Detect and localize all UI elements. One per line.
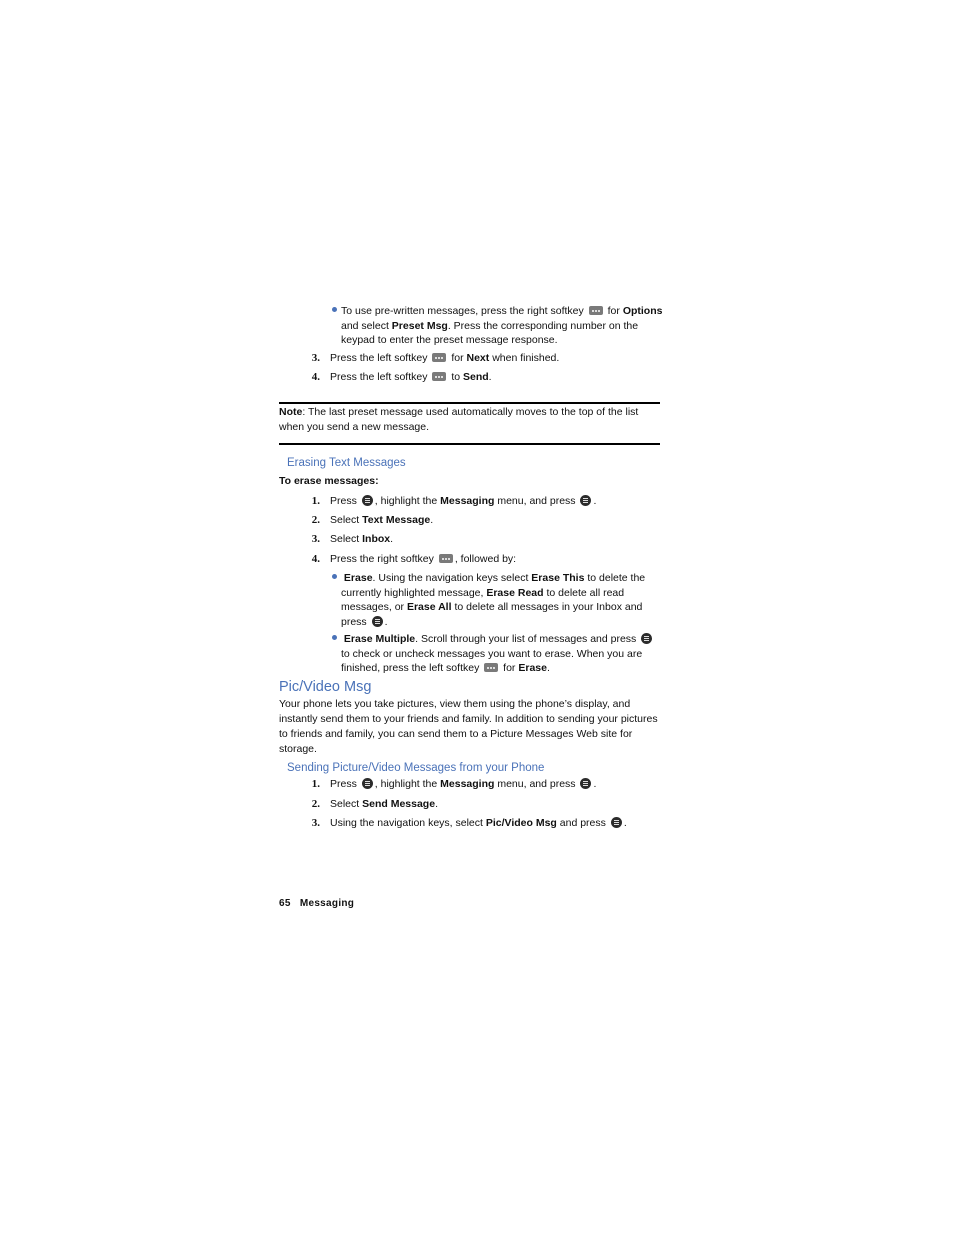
subheading-erasing: Erasing Text Messages xyxy=(287,457,406,469)
menu-ok-key-icon xyxy=(580,778,591,789)
step-number: 2. xyxy=(311,798,320,810)
bullet-erase-multiple: Erase Multiple. Scroll through your list of messages and press to check or uncheck messages you want to erase. When you are finished, press the left softkey for Erase. xyxy=(341,632,663,676)
bullet-marker xyxy=(332,574,337,579)
step-number: 2. xyxy=(311,514,320,526)
step-number: 1. xyxy=(311,778,320,790)
page-number: 65 xyxy=(279,898,291,909)
heading-pic-video: Pic/Video Msg xyxy=(279,679,372,695)
step-number: 3. xyxy=(311,533,320,545)
step-number: 4. xyxy=(311,553,320,565)
menu-ok-key-icon xyxy=(372,616,383,627)
bullet-preset-messages: To use pre-written messages, press the right softkey for Options and select Preset Msg. Press the corresponding number on the keypad to enter the preset message response. xyxy=(341,305,663,347)
menu-ok-key-icon xyxy=(611,817,622,828)
bullet-marker xyxy=(332,635,337,640)
step-number: 3. xyxy=(311,352,320,364)
pic-video-paragraph: Your phone lets you take pictures, view them using the phone’s display, and instantly send them to your friends and family. In addition to sending your pictures to friends and family, you can send them to a Picture Messages Web site for storage. xyxy=(279,698,658,755)
footer-section: Messaging xyxy=(299,898,355,909)
bullet-marker xyxy=(332,307,337,312)
step-item: Select Inbox. xyxy=(330,533,394,545)
step-item: Press the left softkey to Send. xyxy=(330,371,492,383)
menu-ok-key-icon xyxy=(641,633,652,644)
left-softkey-icon xyxy=(484,663,498,672)
note-bottom-rule xyxy=(279,443,660,445)
step-item: Press , highlight the Messaging menu, and press . xyxy=(330,778,597,790)
bullet-erase: Erase. Using the navigation keys select Erase This to delete the currently highlighted message, Erase Read to delete all read messages, or Erase All to delete all messages in your Inbox and press . xyxy=(341,572,646,628)
menu-ok-key-icon xyxy=(362,778,373,789)
step-item: Using the navigation keys, select Pic/Video Msg and press . xyxy=(330,817,627,829)
left-softkey-icon xyxy=(432,372,446,381)
erase-intro: To erase messages: xyxy=(279,475,379,487)
subheading-sending: Sending Picture/Video Messages from your Phone xyxy=(287,762,545,774)
step-item: Press the right softkey , followed by: xyxy=(330,553,517,565)
page-footer xyxy=(279,897,354,912)
left-softkey-icon xyxy=(432,353,446,362)
step-number: 1. xyxy=(311,495,320,507)
step-item: Press the left softkey for Next when finished. xyxy=(330,352,560,364)
step-number: 4. xyxy=(311,371,320,383)
right-softkey-icon xyxy=(439,554,453,563)
step-item: Press , highlight the Messaging menu, and press . xyxy=(330,495,597,507)
step-number: 3. xyxy=(311,817,320,829)
note: Note: The last preset message used automatically moves to the top of the list when you send a new message. xyxy=(279,406,639,433)
menu-ok-key-icon xyxy=(580,495,591,506)
menu-ok-key-icon xyxy=(362,495,373,506)
right-softkey-icon xyxy=(589,306,603,315)
step-item: Select Text Message. xyxy=(330,514,434,526)
step-item: Select Send Message. xyxy=(330,798,438,810)
note-top-rule xyxy=(279,402,660,404)
